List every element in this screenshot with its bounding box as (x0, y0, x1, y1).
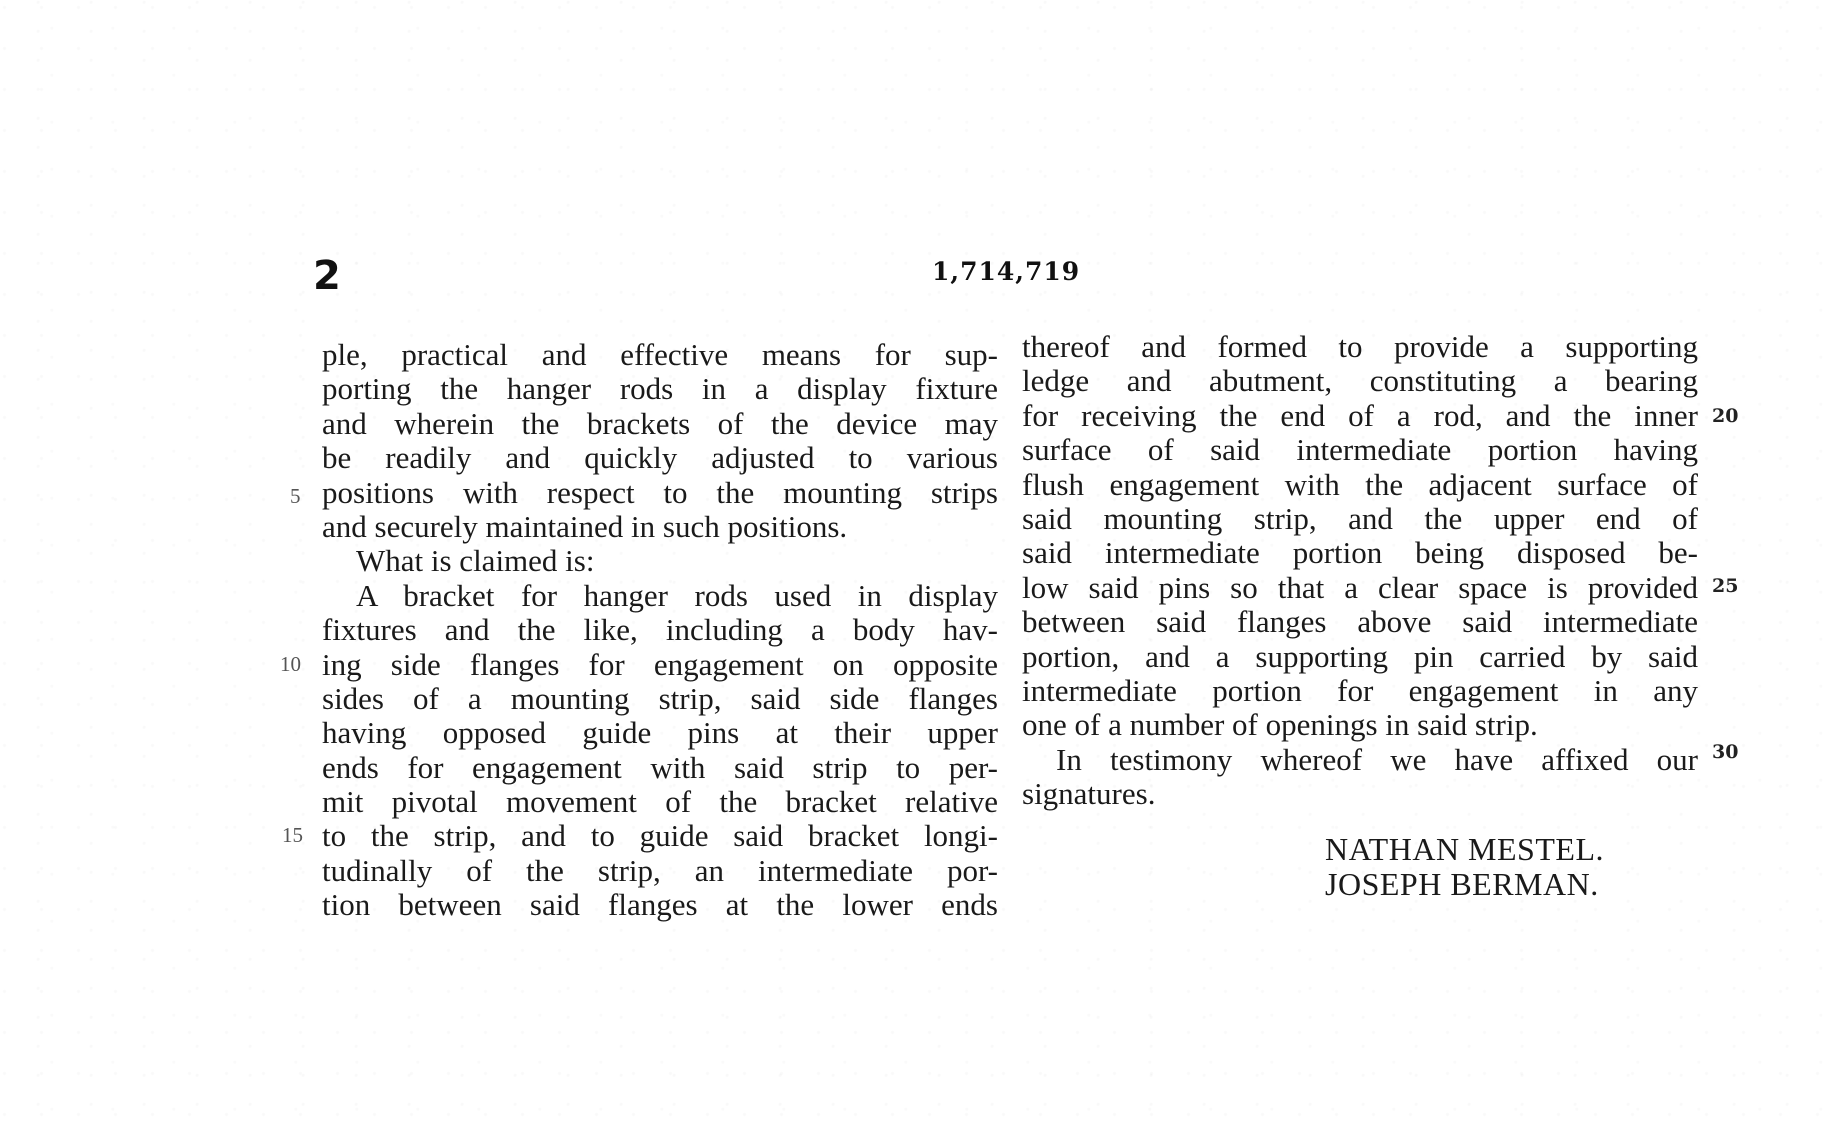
line-number-right: 25 (1712, 575, 1739, 597)
text-line: having opposed guide pins at their upper (322, 716, 998, 751)
text-line: flush engagement with the adjacent surface of (1022, 467, 1698, 502)
text-line: tion between said flanges at the lower ends (322, 888, 998, 923)
claims-heading: What is claimed is: (356, 544, 595, 579)
line-number-right: 20 (1712, 405, 1739, 427)
text-line: to the strip, and to guide said bracket longi- (322, 819, 998, 854)
text-line: said intermediate portion being disposed be- (1022, 536, 1698, 571)
line-number-right: 30 (1712, 741, 1739, 763)
text-line: mit pivotal movement of the bracket relative (322, 785, 998, 820)
text-line: positions with respect to the mounting strips (322, 475, 998, 510)
text-line: fixtures and the like, including a body hav- (322, 613, 998, 648)
line-number-left: 10 (280, 652, 301, 676)
text-line: ple, practical and effective means for sup- (322, 338, 998, 372)
right-text-column (1022, 330, 1698, 811)
signature-name: NATHAN MESTEL. (1325, 831, 1604, 867)
left-text-column (322, 338, 998, 923)
text-line: ledge and abutment, constituting a bearing (1022, 364, 1698, 399)
text-line: porting the hanger rods in a display fixture (322, 372, 998, 407)
line-number-left: 5 (290, 484, 301, 508)
text-line: one of a number of openings in said strip. (1022, 708, 1538, 743)
text-line: said mounting strip, and the upper end of (1022, 501, 1698, 536)
text-line: intermediate portion for engagement in any (1022, 673, 1698, 708)
text-line: signatures. (1022, 777, 1156, 812)
line-number-left: 15 (282, 823, 303, 847)
text-line: and wherein the brackets of the device may (322, 406, 998, 441)
text-line: ing side flanges for engagement on opposite (322, 647, 998, 682)
text-line: be readily and quickly adjusted to various (322, 441, 998, 476)
text-line: thereof and formed to provide a supporting (1022, 330, 1698, 364)
text-line: low said pins so that a clear space is provided (1022, 570, 1698, 605)
text-line: for receiving the end of a rod, and the inner (1022, 398, 1698, 433)
text-line: surface of said intermediate portion having (1022, 433, 1698, 468)
text-line: sides of a mounting strip, said side flanges (322, 681, 998, 716)
text-line: ends for engagement with said strip to per- (322, 750, 998, 785)
signature-block (1325, 832, 1604, 902)
patent-number: 1,714,719 (932, 257, 1081, 286)
text-line: A bracket for hanger rods used in display (356, 578, 998, 613)
text-line: between said flanges above said intermediate (1022, 605, 1698, 640)
testimony-line: In testimony whereof we have affixed our (1056, 742, 1698, 777)
text-line: portion, and a supporting pin carried by said (1022, 639, 1698, 674)
signature-name: JOSEPH BERMAN. (1325, 866, 1599, 902)
page-number: 2 (313, 253, 341, 299)
text-line: tudinally of the strip, an intermediate por- (322, 853, 998, 888)
text-line: and securely maintained in such positions. (322, 509, 848, 544)
